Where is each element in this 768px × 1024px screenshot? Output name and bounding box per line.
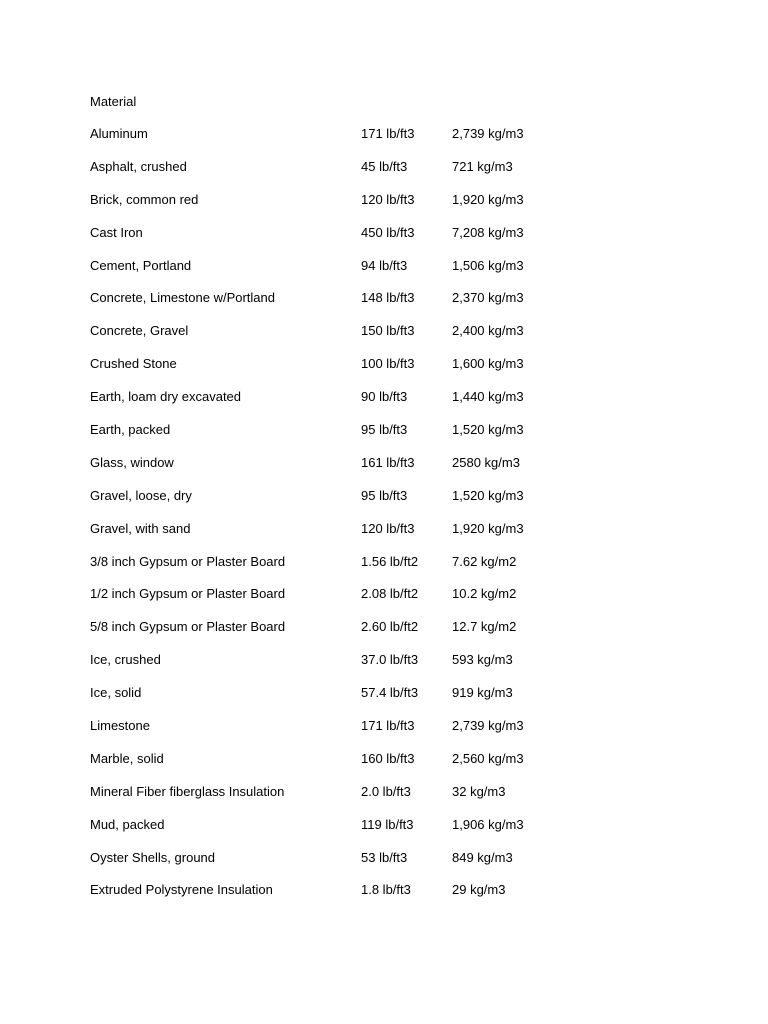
density-imperial: 2.0 lb/ft3 [361, 783, 411, 799]
table-row [90, 354, 690, 387]
table-row [90, 420, 690, 453]
table-row [90, 190, 690, 223]
density-metric: 2,400 kg/m3 [452, 323, 524, 339]
density-imperial: 148 lb/ft3 [361, 290, 415, 306]
material-name: Mud, packed [90, 816, 165, 832]
density-imperial: 171 lb/ft3 [361, 718, 415, 734]
table-row [90, 256, 690, 289]
density-metric: 7.62 kg/m2 [452, 553, 517, 569]
density-imperial: 450 lb/ft3 [361, 224, 415, 240]
table-row [90, 387, 690, 420]
material-name: Gravel, loose, dry [90, 487, 192, 503]
table-row [90, 782, 690, 815]
density-metric: 32 kg/m3 [452, 783, 506, 799]
table-row [90, 453, 690, 486]
table-row [90, 617, 690, 650]
table-row [90, 716, 690, 749]
material-name: Cast Iron [90, 224, 143, 240]
density-metric: 919 kg/m3 [452, 685, 513, 701]
density-imperial: 57.4 lb/ft3 [361, 685, 419, 701]
density-imperial: 94 lb/ft3 [361, 257, 408, 273]
material-name: Concrete, Limestone w/Portland [90, 290, 275, 306]
density-imperial: 160 lb/ft3 [361, 750, 415, 766]
density-imperial: 119 lb/ft3 [361, 816, 414, 832]
table-row [90, 288, 690, 321]
density-imperial: 95 lb/ft3 [361, 487, 408, 503]
density-metric: 7,208 kg/m3 [452, 224, 524, 240]
density-metric: 721 kg/m3 [452, 158, 513, 174]
density-imperial: 150 lb/ft3 [361, 323, 415, 339]
density-metric: 1,506 kg/m3 [452, 257, 524, 273]
material-name: Ice, solid [90, 685, 142, 701]
material-name: Crushed Stone [90, 356, 177, 372]
density-imperial: 161 lb/ft3 [361, 454, 415, 470]
table-row [90, 815, 690, 848]
density-metric: 2580 kg/m3 [452, 454, 520, 470]
material-name: Gravel, with sand [90, 520, 191, 536]
material-name: Earth, packed [90, 422, 171, 438]
material-name: 5/8 inch Gypsum or Plaster Board [90, 619, 286, 635]
table-row [90, 880, 690, 913]
density-imperial: 95 lb/ft3 [361, 422, 408, 438]
material-name: Cement, Portland [90, 257, 192, 273]
table-row [90, 650, 690, 683]
density-metric: 10.2 kg/m2 [452, 586, 517, 602]
density-imperial: 2.60 lb/ft2 [361, 619, 419, 635]
density-imperial: 1.56 lb/ft2 [361, 553, 419, 569]
density-metric: 849 kg/m3 [452, 849, 513, 865]
density-metric: 1,520 kg/m3 [452, 487, 524, 503]
material-name: 1/2 inch Gypsum or Plaster Board [90, 586, 286, 602]
table-row [90, 486, 690, 519]
density-metric: 12.7 kg/m2 [452, 619, 517, 635]
density-imperial: 90 lb/ft3 [361, 389, 408, 405]
density-metric: 2,370 kg/m3 [452, 290, 524, 306]
density-imperial: 120 lb/ft3 [361, 191, 415, 207]
table-row [90, 124, 690, 157]
density-metric: 2,560 kg/m3 [452, 750, 524, 766]
density-imperial: 120 lb/ft3 [361, 520, 415, 536]
material-name: Marble, solid [90, 750, 164, 766]
density-imperial: 37.0 lb/ft3 [361, 652, 419, 668]
table-row [90, 848, 690, 881]
material-name: Aluminum [90, 126, 148, 141]
material-name: Extruded Polystyrene Insulation [90, 882, 273, 898]
material-name: Brick, common red [90, 191, 199, 207]
table-row [90, 552, 690, 585]
material-column-header: Material [90, 94, 137, 109]
density-metric: 1,906 kg/m3 [452, 816, 524, 832]
table-row [90, 157, 690, 190]
table-row [90, 749, 690, 782]
material-name: Asphalt, crushed [90, 158, 187, 174]
density-metric: 2,739 kg/m3 [452, 718, 524, 734]
material-name: Limestone [90, 718, 150, 734]
material-name: Ice, crushed [90, 652, 161, 668]
material-name: Concrete, Gravel [90, 323, 189, 339]
density-metric: 1,920 kg/m3 [452, 520, 524, 536]
table-row [90, 321, 690, 354]
density-metric: 1,600 kg/m3 [452, 356, 524, 372]
table-row [90, 223, 690, 256]
table-row [90, 519, 690, 552]
density-imperial: 171 lb/ft3 [361, 126, 415, 141]
table-row [90, 683, 690, 716]
material-density-table [90, 124, 690, 913]
material-name: Earth, loam dry excavated [90, 389, 242, 405]
density-imperial: 45 lb/ft3 [361, 158, 408, 174]
density-metric: 1,440 kg/m3 [452, 389, 524, 405]
density-metric: 1,520 kg/m3 [452, 422, 524, 438]
density-metric: 593 kg/m3 [452, 652, 513, 668]
density-imperial: 53 lb/ft3 [361, 849, 408, 865]
table-row [90, 584, 690, 617]
density-imperial: 1.8 lb/ft3 [361, 882, 411, 898]
material-name: Oyster Shells, ground [90, 849, 216, 865]
density-metric: 29 kg/m3 [452, 882, 506, 898]
material-name: 3/8 inch Gypsum or Plaster Board [90, 553, 286, 569]
density-imperial: 100 lb/ft3 [361, 356, 415, 372]
density-imperial: 2.08 lb/ft2 [361, 586, 419, 602]
material-name: Glass, window [90, 454, 174, 470]
material-name: Mineral Fiber fiberglass Insulation [90, 783, 285, 799]
density-metric: 2,739 kg/m3 [452, 126, 524, 141]
density-metric: 1,920 kg/m3 [452, 191, 524, 207]
